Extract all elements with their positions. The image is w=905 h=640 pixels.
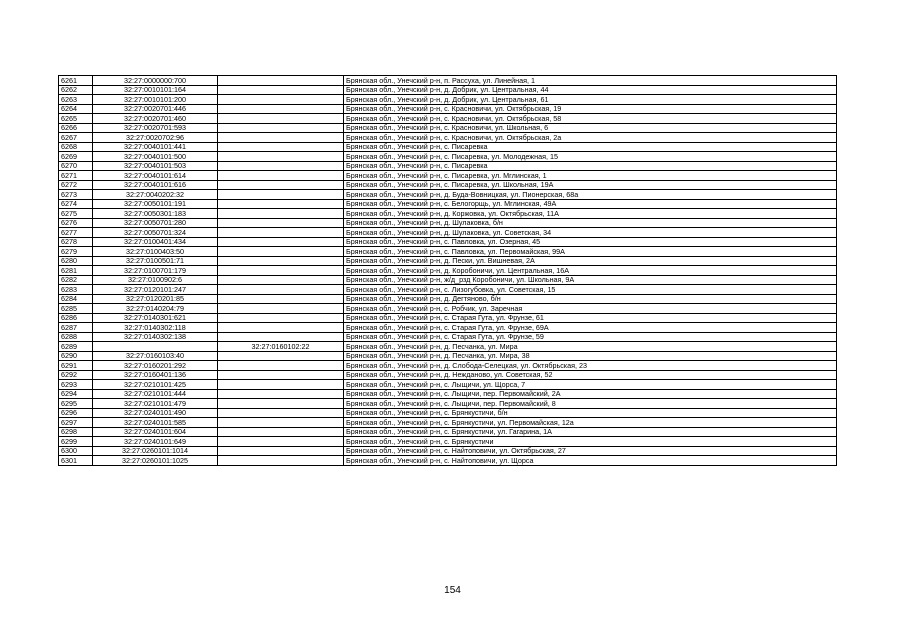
row-number-cell: 6294 (59, 389, 93, 399)
address-cell: Брянская обл., Унечский р-н, д. Слобода-Селецкая, ул. Октябрьская, 23 (344, 361, 837, 371)
registry-table (58, 75, 837, 466)
row-number-cell: 6289 (59, 342, 93, 352)
cadastral-number-cell: 32:27:0210101:479 (93, 399, 218, 409)
table-row (59, 266, 837, 276)
row-number-cell: 6267 (59, 133, 93, 143)
table-row (59, 123, 837, 133)
row-number-cell: 6277 (59, 228, 93, 238)
building-cadastral-cell (218, 446, 344, 456)
table-row (59, 408, 837, 418)
table-row (59, 361, 837, 371)
address-cell: Брянская обл., Унечский р-н, д. Коробоничи, ул. Центральная, 16А (344, 266, 837, 276)
table-row (59, 161, 837, 171)
building-cadastral-cell (218, 370, 344, 380)
cadastral-number-cell: 32:27:0140302:138 (93, 332, 218, 342)
building-cadastral-cell (218, 380, 344, 390)
row-number-cell: 6273 (59, 190, 93, 200)
building-cadastral-cell (218, 389, 344, 399)
row-number-cell: 6266 (59, 123, 93, 133)
building-cadastral-cell (218, 294, 344, 304)
building-cadastral-cell (218, 456, 344, 466)
address-cell: Брянская обл., Унечский р-н, д. Неждановo, ул. Советская, 52 (344, 370, 837, 380)
row-number-cell: 6272 (59, 180, 93, 190)
building-cadastral-cell (218, 418, 344, 428)
table-row (59, 275, 837, 285)
cadastral-number-cell: 32:27:0040101:503 (93, 161, 218, 171)
table-row (59, 294, 837, 304)
building-cadastral-cell (218, 209, 344, 219)
address-cell: Брянская обл., Унечский р-н, с. Красновичи, ул. Школьная, 6 (344, 123, 837, 133)
row-number-cell: 6276 (59, 218, 93, 228)
cadastral-number-cell: 32:27:0140302:118 (93, 323, 218, 333)
address-cell: Брянская обл., Унечский р-н, ж/д_рзд Коробоничи, ул. Школьная, 9А (344, 275, 837, 285)
address-cell: Брянская обл., Унечский р-н, д. Добрик, ул. Центральная, 61 (344, 95, 837, 105)
cadastral-number-cell: 32:27:0120101:247 (93, 285, 218, 295)
address-cell: Брянская обл., Унечский р-н, д. Песчанка, ул. Мира, 38 (344, 351, 837, 361)
table-row (59, 418, 837, 428)
building-cadastral-cell (218, 218, 344, 228)
address-cell: Брянская обл., Унечский р-н, д. Песчанка, ул. Мира (344, 342, 837, 352)
row-number-cell: 6281 (59, 266, 93, 276)
address-cell: Брянская обл., Унечский р-н, с. Писаревка, ул. Мглинская, 1 (344, 171, 837, 181)
address-cell: Брянская обл., Унечский р-н, с. Писаревка (344, 161, 837, 171)
building-cadastral-cell (218, 190, 344, 200)
building-cadastral-cell (218, 361, 344, 371)
table-row (59, 380, 837, 390)
row-number-cell: 6286 (59, 313, 93, 323)
address-cell: Брянская обл., Унечский р-н, с. Красновичи, ул. Октябрьская, 2а (344, 133, 837, 143)
building-cadastral-cell (218, 408, 344, 418)
cadastral-number-cell: 32:27:0160103:40 (93, 351, 218, 361)
building-cadastral-cell (218, 133, 344, 143)
row-number-cell: 6275 (59, 209, 93, 219)
row-number-cell: 6300 (59, 446, 93, 456)
cadastral-number-cell: 32:27:0240101:585 (93, 418, 218, 428)
row-number-cell: 6274 (59, 199, 93, 209)
building-cadastral-cell (218, 256, 344, 266)
row-number-cell: 6264 (59, 104, 93, 114)
building-cadastral-cell (218, 228, 344, 238)
cadastral-number-cell: 32:27:0240101:649 (93, 437, 218, 447)
address-cell: Брянская обл., Унечский р-н, с. Красновичи, ул. Октябрьская, 19 (344, 104, 837, 114)
building-cadastral-cell (218, 152, 344, 162)
row-number-cell: 6280 (59, 256, 93, 266)
table-row (59, 456, 837, 466)
row-number-cell: 6295 (59, 399, 93, 409)
address-cell: Брянская обл., Унечский р-н, п. Рассуха, ул. Линейная, 1 (344, 76, 837, 86)
address-cell: Брянская обл., Унечский р-н, с. Павловка, ул. Озерная, 45 (344, 237, 837, 247)
cadastral-number-cell: 32:27:0010101:200 (93, 95, 218, 105)
address-cell: Брянская обл., Унечский р-н, с. Найтоповичи, ул. Октябрьская, 27 (344, 446, 837, 456)
table-row (59, 95, 837, 105)
address-cell: Брянская обл., Унечский р-н, с. Старая Гута, ул. Фрунзе, 61 (344, 313, 837, 323)
cadastral-number-cell: 32:27:0050701:280 (93, 218, 218, 228)
address-cell: Брянская обл., Унечский р-н, с. Писаревка, ул. Школьная, 19А (344, 180, 837, 190)
address-cell: Брянская обл., Унечский р-н, с. Найтоповичи, ул. Щорса (344, 456, 837, 466)
address-cell: Брянская обл., Унечский р-н, с. Лизогубовка, ул. Советская, 15 (344, 285, 837, 295)
building-cadastral-cell (218, 114, 344, 124)
address-cell: Брянская обл., Унечский р-н, с. Брянкустичи, ул. Гагарина, 1А (344, 427, 837, 437)
cadastral-number-cell: 32:27:0140301:621 (93, 313, 218, 323)
building-cadastral-cell (218, 171, 344, 181)
cadastral-number-cell: 32:27:0240101:604 (93, 427, 218, 437)
table-row (59, 152, 837, 162)
row-number-cell: 6293 (59, 380, 93, 390)
building-cadastral-cell (218, 180, 344, 190)
cadastral-number-cell: 32:27:0040101:614 (93, 171, 218, 181)
row-number-cell: 6265 (59, 114, 93, 124)
row-number-cell: 6288 (59, 332, 93, 342)
registry-table-body (59, 76, 837, 466)
row-number-cell: 6268 (59, 142, 93, 152)
table-row (59, 427, 837, 437)
row-number-cell: 6269 (59, 152, 93, 162)
address-cell: Брянская обл., Унечский р-н, д. Добрик, ул. Центральная, 44 (344, 85, 837, 95)
table-row (59, 256, 837, 266)
building-cadastral-cell (218, 313, 344, 323)
cadastral-number-cell: 32:27:0020701:460 (93, 114, 218, 124)
cadastral-number-cell: 32:27:0000000:700 (93, 76, 218, 86)
cadastral-number-cell: 32:27:0040202:32 (93, 190, 218, 200)
address-cell: Брянская обл., Унечский р-н, с. Писаревка (344, 142, 837, 152)
building-cadastral-cell (218, 266, 344, 276)
address-cell: Брянская обл., Унечский р-н, с. Брянкустичи (344, 437, 837, 447)
row-number-cell: 6297 (59, 418, 93, 428)
table-row (59, 370, 837, 380)
building-cadastral-cell (218, 304, 344, 314)
table-row (59, 446, 837, 456)
table-row (59, 247, 837, 257)
row-number-cell: 6261 (59, 76, 93, 86)
address-cell: Брянская обл., Унечский р-н, с. Лыщичи, пер. Первомайский, 8 (344, 399, 837, 409)
table-row (59, 323, 837, 333)
cadastral-number-cell: 32:27:0020701:446 (93, 104, 218, 114)
table-row (59, 342, 837, 352)
cadastral-number-cell: 32:27:0020702:96 (93, 133, 218, 143)
address-cell: Брянская обл., Унечский р-н, с. Брянкустичи, б/н (344, 408, 837, 418)
building-cadastral-cell (218, 199, 344, 209)
address-cell: Брянская обл., Унечский р-н, с. Павловка, ул. Первомайская, 99А (344, 247, 837, 257)
row-number-cell: 6263 (59, 95, 93, 105)
table-row (59, 351, 837, 361)
address-cell: Брянская обл., Унечский р-н, д. Шулаковка, б/н (344, 218, 837, 228)
building-cadastral-cell (218, 351, 344, 361)
building-cadastral-cell (218, 285, 344, 295)
address-cell: Брянская обл., Унечский р-н, с. Писаревка, ул. Молодежная, 15 (344, 152, 837, 162)
address-cell: Брянская обл., Унечский р-н, с. Старая Гута, ул. Фрунзе, 59 (344, 332, 837, 342)
building-cadastral-cell (218, 399, 344, 409)
cadastral-number-cell: 32:27:0050301:183 (93, 209, 218, 219)
row-number-cell: 6296 (59, 408, 93, 418)
row-number-cell: 6299 (59, 437, 93, 447)
table-row (59, 313, 837, 323)
row-number-cell: 6285 (59, 304, 93, 314)
address-cell: Брянская обл., Унечский р-н, с. Старая Гута, ул. Фрунзе, 69А (344, 323, 837, 333)
address-cell: Брянская обл., Унечский р-н, с. Лыщичи, пер. Первомайский, 2А (344, 389, 837, 399)
row-number-cell: 6290 (59, 351, 93, 361)
row-number-cell: 6279 (59, 247, 93, 257)
row-number-cell: 6298 (59, 427, 93, 437)
table-row (59, 228, 837, 238)
table-row (59, 104, 837, 114)
table-row (59, 180, 837, 190)
row-number-cell: 6291 (59, 361, 93, 371)
cadastral-number-cell: 32:27:0210101:425 (93, 380, 218, 390)
building-cadastral-cell (218, 237, 344, 247)
table-row (59, 304, 837, 314)
table-row (59, 133, 837, 143)
address-cell: Брянская обл., Унечский р-н, д. Коржовка, ул. Октябрьская, 11А (344, 209, 837, 219)
cadastral-number-cell: 32:27:0100701:179 (93, 266, 218, 276)
cadastral-number-cell: 32:27:0100403:50 (93, 247, 218, 257)
row-number-cell: 6292 (59, 370, 93, 380)
row-number-cell: 6282 (59, 275, 93, 285)
cadastral-number-cell: 32:27:0010101:164 (93, 85, 218, 95)
table-row (59, 332, 837, 342)
building-cadastral-cell (218, 247, 344, 257)
table-row (59, 171, 837, 181)
table-row (59, 199, 837, 209)
table-row (59, 437, 837, 447)
cadastral-number-cell: 32:27:0040101:616 (93, 180, 218, 190)
building-cadastral-cell (218, 427, 344, 437)
building-cadastral-cell (218, 76, 344, 86)
address-cell: Брянская обл., Унечский р-н, с. Робчик, ул. Заречная (344, 304, 837, 314)
address-cell: Брянская обл., Унечский р-н, д. Дегтяново, б/н (344, 294, 837, 304)
address-cell: Брянская обл., Унечский р-н, с. Красновичи, ул. Октябрьская, 58 (344, 114, 837, 124)
address-cell: Брянская обл., Унечский р-н, с. Лыщичи, ул. Щорса, 7 (344, 380, 837, 390)
cadastral-number-cell: 32:27:0040101:441 (93, 142, 218, 152)
table-row (59, 399, 837, 409)
cadastral-number-cell: 32:27:0260101:1025 (93, 456, 218, 466)
table-row (59, 285, 837, 295)
building-cadastral-cell (218, 142, 344, 152)
building-cadastral-cell (218, 95, 344, 105)
building-cadastral-cell (218, 275, 344, 285)
building-cadastral-cell (218, 323, 344, 333)
cadastral-number-cell: 32:27:0140204:79 (93, 304, 218, 314)
building-cadastral-cell (218, 123, 344, 133)
cadastral-number-cell: 32:27:0020701:593 (93, 123, 218, 133)
row-number-cell: 6271 (59, 171, 93, 181)
table-row (59, 209, 837, 219)
table-row (59, 76, 837, 86)
row-number-cell: 6301 (59, 456, 93, 466)
cadastral-number-cell (93, 342, 218, 352)
table-row (59, 114, 837, 124)
row-number-cell: 6284 (59, 294, 93, 304)
cadastral-number-cell: 32:27:0100902:6 (93, 275, 218, 285)
row-number-cell: 6287 (59, 323, 93, 333)
cadastral-number-cell: 32:27:0260101:1014 (93, 446, 218, 456)
address-cell: Брянская обл., Унечский р-н, д. Шулаковка, ул. Советская, 34 (344, 228, 837, 238)
address-cell: Брянская обл., Унечский р-н, с. Белогорщь, ул. Мглинская, 49А (344, 199, 837, 209)
table-row (59, 190, 837, 200)
building-cadastral-cell (218, 85, 344, 95)
table-row (59, 218, 837, 228)
cadastral-number-cell: 32:27:0120201:85 (93, 294, 218, 304)
cadastral-number-cell: 32:27:0050101:191 (93, 199, 218, 209)
cadastral-number-cell: 32:27:0160401:136 (93, 370, 218, 380)
building-cadastral-cell (218, 161, 344, 171)
cadastral-number-cell: 32:27:0050701:324 (93, 228, 218, 238)
table-row (59, 85, 837, 95)
building-cadastral-cell (218, 104, 344, 114)
building-cadastral-cell: 32:27:0160102:22 (218, 342, 344, 352)
row-number-cell: 6283 (59, 285, 93, 295)
table-row (59, 237, 837, 247)
address-cell: Брянская обл., Унечский р-н, д. Буда-Вовницкая, ул. Пионерская, 68а (344, 190, 837, 200)
row-number-cell: 6262 (59, 85, 93, 95)
page-number: 154 (444, 585, 461, 596)
cadastral-number-cell: 32:27:0240101:490 (93, 408, 218, 418)
cadastral-number-cell: 32:27:0040101:500 (93, 152, 218, 162)
table-row (59, 389, 837, 399)
cadastral-number-cell: 32:27:0210101:444 (93, 389, 218, 399)
building-cadastral-cell (218, 437, 344, 447)
row-number-cell: 6278 (59, 237, 93, 247)
address-cell: Брянская обл., Унечский р-н, д. Пески, ул. Вишневая, 2А (344, 256, 837, 266)
building-cadastral-cell (218, 332, 344, 342)
address-cell: Брянская обл., Унечский р-н, с. Брянкустичи, ул. Первомайская, 12а (344, 418, 837, 428)
cadastral-number-cell: 32:27:0100501:71 (93, 256, 218, 266)
table-row (59, 142, 837, 152)
cadastral-number-cell: 32:27:0160201:292 (93, 361, 218, 371)
row-number-cell: 6270 (59, 161, 93, 171)
cadastral-number-cell: 32:27:0100401:434 (93, 237, 218, 247)
